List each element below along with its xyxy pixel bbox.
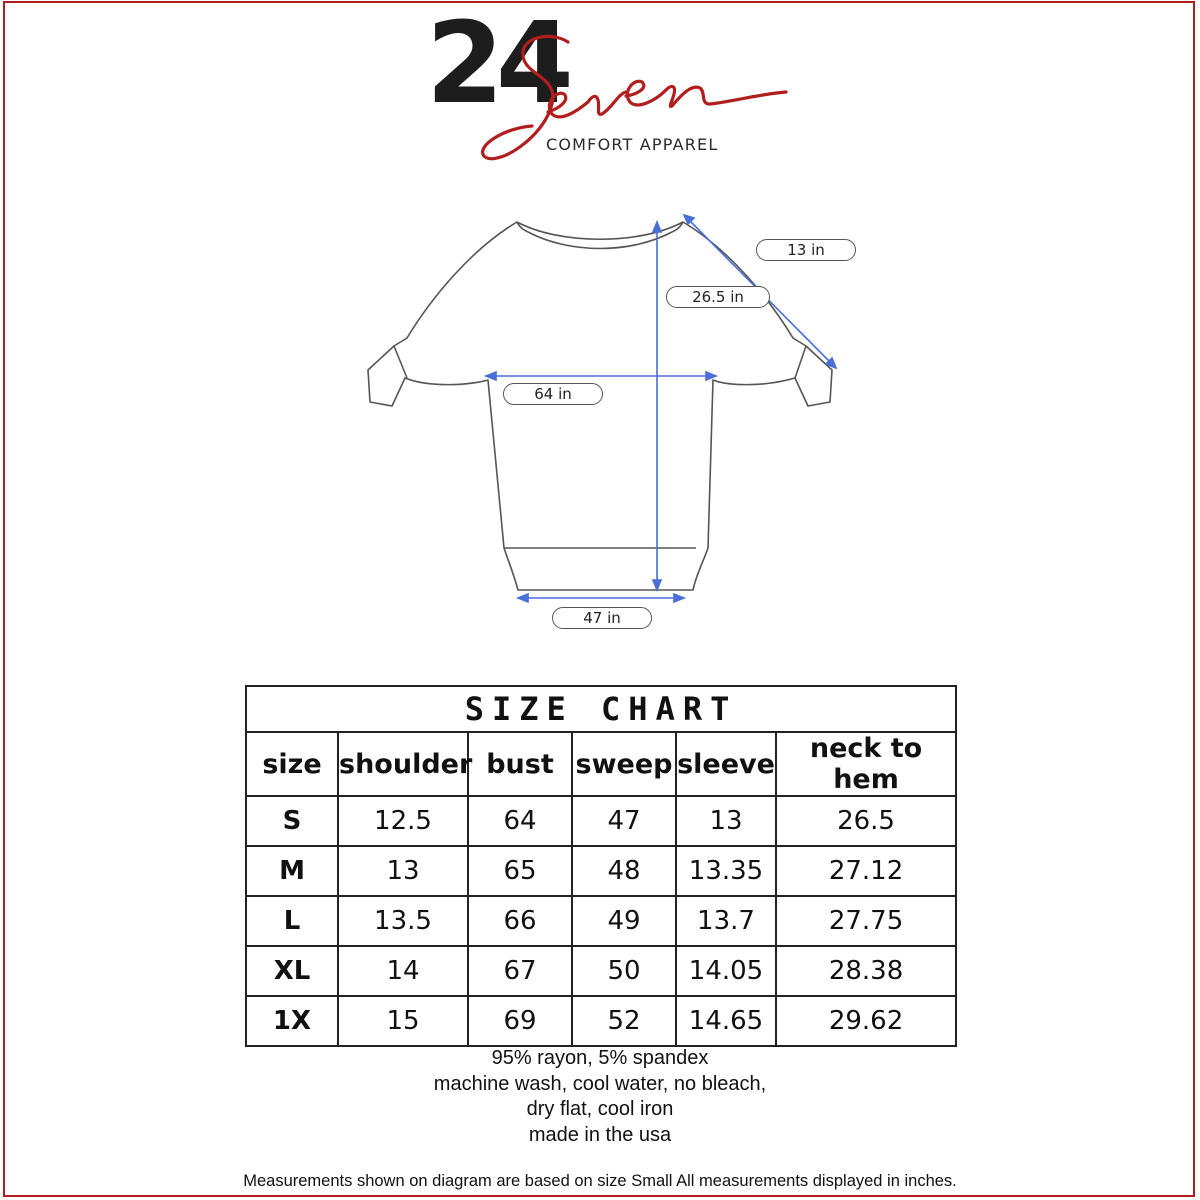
care-instructions bbox=[0, 1046, 1200, 1148]
table-cell: 47 bbox=[572, 796, 676, 846]
table-row bbox=[246, 996, 956, 1046]
care-line: made in the usa bbox=[528, 1123, 672, 1146]
table-cell: 15 bbox=[338, 996, 468, 1046]
table-cell: 52 bbox=[572, 996, 676, 1046]
size-cell: S bbox=[246, 796, 338, 846]
measurement-footnote: Measurements shown on diagram are based on size Small All measurements displayed in inches. bbox=[243, 1172, 957, 1190]
table-cell: 13 bbox=[338, 846, 468, 896]
label-sweep: 47 in bbox=[552, 607, 652, 629]
table-cell: 27.75 bbox=[776, 896, 956, 946]
table-cell: 14 bbox=[338, 946, 468, 996]
column-header: shoulder bbox=[338, 732, 468, 796]
label-sleeve: 13 in bbox=[756, 239, 856, 261]
size-cell: M bbox=[246, 846, 338, 896]
column-header: sweep bbox=[572, 732, 676, 796]
measure-arrows bbox=[486, 215, 836, 602]
table-row bbox=[246, 846, 956, 896]
table-cell: 13 bbox=[676, 796, 776, 846]
table-cell: 13.7 bbox=[676, 896, 776, 946]
table-cell: 14.65 bbox=[676, 996, 776, 1046]
table-cell: 13.5 bbox=[338, 896, 468, 946]
column-header: sleeve bbox=[676, 732, 776, 796]
brand-tagline: COMFORT APPAREL bbox=[546, 135, 719, 154]
brand-number: 24 bbox=[426, 0, 566, 129]
column-header: size bbox=[246, 732, 338, 796]
table-cell: 26.5 bbox=[776, 796, 956, 846]
table-cell: 66 bbox=[468, 896, 572, 946]
size-chart-header-row bbox=[246, 732, 956, 796]
table-cell: 50 bbox=[572, 946, 676, 996]
table-cell: 69 bbox=[468, 996, 572, 1046]
care-line: 95% rayon, 5% spandex bbox=[491, 1047, 709, 1069]
size-chart-table bbox=[245, 685, 957, 1047]
table-cell: 67 bbox=[468, 946, 572, 996]
table-cell: 12.5 bbox=[338, 796, 468, 846]
column-header: neck to hem bbox=[776, 732, 956, 796]
table-cell: 64 bbox=[468, 796, 572, 846]
table-cell: 65 bbox=[468, 846, 572, 896]
table-cell: 13.35 bbox=[676, 846, 776, 896]
table-cell: 28.38 bbox=[776, 946, 956, 996]
garment-outline bbox=[368, 222, 832, 590]
size-chart-title: SIZE CHART bbox=[246, 686, 956, 732]
table-cell: 27.12 bbox=[776, 846, 956, 896]
size-cell: L bbox=[246, 896, 338, 946]
table-cell: 49 bbox=[572, 896, 676, 946]
table-row bbox=[246, 896, 956, 946]
size-cell: XL bbox=[246, 946, 338, 996]
table-row bbox=[246, 946, 956, 996]
column-header: bust bbox=[468, 732, 572, 796]
label-bust: 64 in bbox=[503, 383, 603, 405]
care-line: machine wash, cool water, no bleach, bbox=[433, 1072, 767, 1095]
table-cell: 14.05 bbox=[676, 946, 776, 996]
care-line: dry flat, cool iron bbox=[526, 1098, 674, 1120]
table-row bbox=[246, 796, 956, 846]
size-cell: 1X bbox=[246, 996, 338, 1046]
table-cell: 29.62 bbox=[776, 996, 956, 1046]
table-cell: 48 bbox=[572, 846, 676, 896]
label-neck-to-hem: 26.5 in bbox=[666, 286, 770, 308]
